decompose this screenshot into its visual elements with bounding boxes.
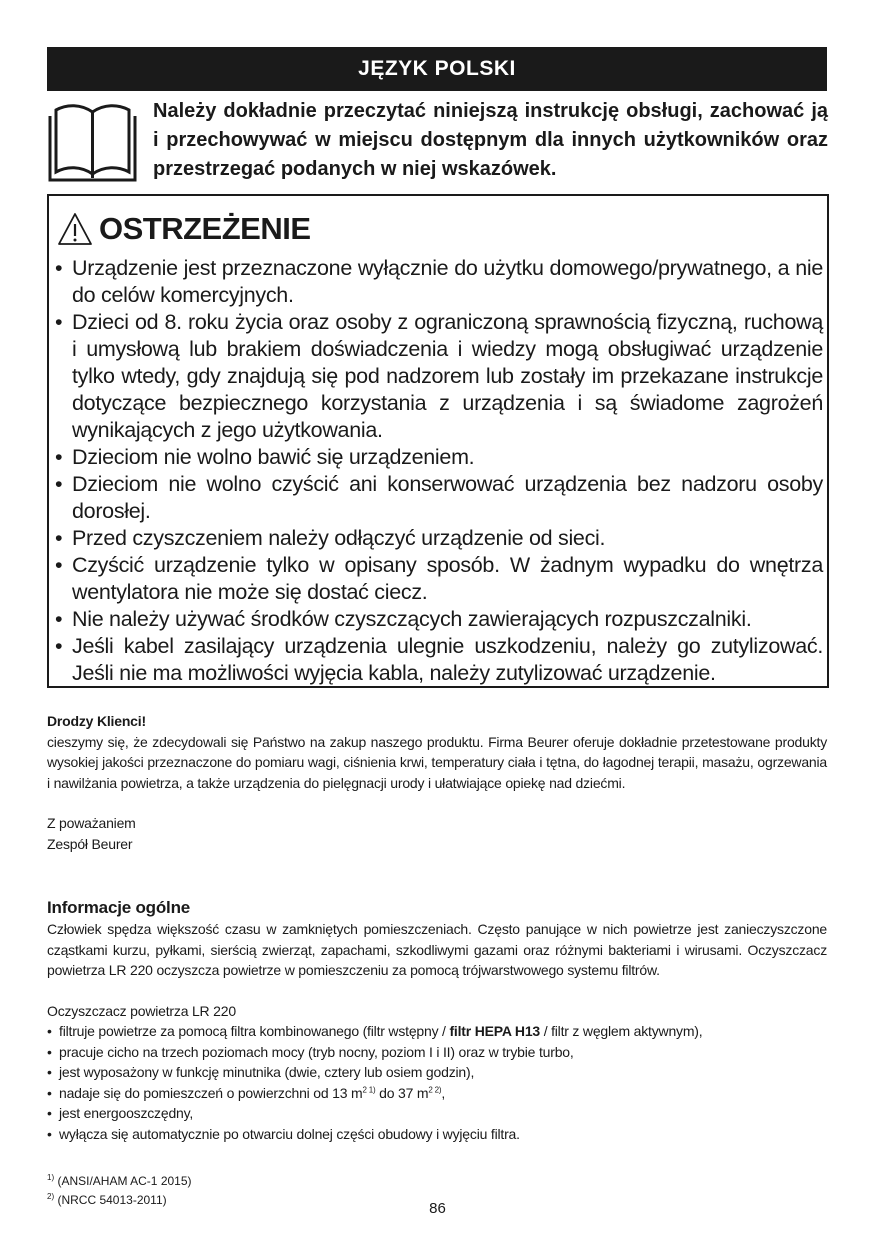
section-header (47, 47, 827, 91)
greeting-section (47, 711, 827, 854)
open-book-icon (47, 100, 138, 184)
footnote-ref: 2 1) (362, 1084, 376, 1094)
intro-text: Należy dokładnie przeczytać niniejszą instrukcję obsługi, zachować ją i przechowywać w miejscu dostępnym dla innych użytkowników oraz przestrzegać podanych w niej wskazówek. (153, 100, 828, 180)
feature-item: • jest energooszczędny, (47, 1103, 827, 1124)
warning-title (57, 206, 311, 252)
hepa-filter-label: filtr HEPA H13 (449, 1023, 541, 1039)
warning-item: • Urządzenie jest przeznaczone wyłącznie do użytku domowego/prywatnego, a nie do celów komercyjnych. (55, 255, 823, 309)
section-header-title: JĘZYK POLSKI (358, 57, 516, 80)
general-list-intro: Oczyszczacz powietrza LR 220 (47, 1002, 236, 1019)
feature-item: • wyłącza się automatycznie po otwarciu dolnej części obudowy i wyjęciu filtra. (47, 1124, 827, 1145)
general-section (47, 897, 827, 1144)
feature-list (47, 1021, 827, 1144)
warning-item: • Dzieciom nie wolno bawić się urządzeniem. (55, 444, 823, 471)
footnote: $^{1)}$ (ANSI/AHAM AC-1 2015) (47, 1173, 192, 1188)
general-title: Informacje ogólne (47, 898, 191, 917)
footnote: $^{2)}$ (NRCC 54013-2011) (47, 1192, 167, 1207)
warning-list (55, 255, 823, 687)
warning-triangle-icon (57, 211, 93, 247)
greeting-heading: Drodzy Klienci! (47, 713, 146, 729)
greeting-signature: Zespół Beurer (47, 835, 133, 852)
page-number: 86 (429, 1200, 446, 1217)
intro-block (47, 97, 827, 187)
greeting-text: cieszymy się, że zdecydowali się Państwo na zakup naszego produktu. Firma Beurer oferuje dokładnie przetestowane produkty wysokiej jakości przeznaczone do pomiaru wagi, ciśnienia krwi, temperatury ciała i tętna, do łagodnej terapii, masażu, ogrzewania i nawilżania powietrza, a także urządzenia do pielęgnacji urody i ułatwiające opiekę nad dziećmi. (47, 733, 827, 791)
warning-item: • Jeśli kabel zasilający urządzenia ulegnie uszkodzeniu, należy go zutylizować. Jeśli nie ma możliwości wyjęcia kabla, należy zutylizować urządzenie. (55, 633, 823, 687)
feature-item: • filtruje powietrze za pomocą filtra kombinowanego (filtr wstępny / filtr HEPA H13 / filtr z węglem aktywnym), (47, 1021, 827, 1042)
warning-item: • Przed czyszczeniem należy odłączyć urządzenie od sieci. (55, 525, 823, 552)
feature-item: • pracuje cicho na trzech poziomach mocy (tryb nocny, poziom I i II) oraz w trybie turbo, (47, 1042, 827, 1063)
warning-title-text: OSTRZEŻENIE (99, 211, 311, 246)
warning-item: • Dzieciom nie wolno czyścić ani konserwować urządzenia bez nadzoru osoby dorosłej. (55, 471, 823, 525)
feature-item: • nadaje się do pomieszczeń o powierzchni od 13 $m^{2 1)}$ do 37 $m^{2 2)}$, (47, 1083, 827, 1104)
warning-item: • Dzieci od 8. roku życia oraz osoby z ograniczoną sprawnością fizyczną, ruchową i umysłową lub brakiem doświadczenia i wiedzy mogą obsługiwać urządzenie tylko wtedy, gdy znajdują się pod nadzorem lub zostały im przekazane instrukcje dotyczące bezpiecznego korzystania z urządzenia i są świadome zagrożeń wynikających z jego użytkowania. (55, 309, 823, 444)
greeting-closing: Z poważaniem (47, 815, 136, 831)
feature-item: • jest wyposażony w funkcję minutnika (dwie, cztery lub osiem godzin), (47, 1062, 827, 1083)
warning-box (47, 194, 829, 688)
warning-item: • Czyścić urządzenie tylko w opisany sposób. W żadnym wypadku do wnętrza wentylatora nie może się dostać ciecz. (55, 552, 823, 606)
warning-item: • Nie należy używać środków czyszczących zawierających rozpuszczalniki. (55, 606, 823, 633)
general-text: Człowiek spędza większość czasu w zamkniętych pomieszczeniach. Często panujące w nich powietrze jest zanieczyszczone cząstkami kurzu, pyłkami, sierścią zwierząt, zapachami, szkodliwymi gazami oraz różnymi bakteriami i wirusami. Oczyszczacz powietrza LR 220 oczyszcza powietrze w pomieszczeniu za pomocą trójwarstwowego systemu filtrów. (47, 921, 827, 978)
footnote-ref: 2 2) (428, 1084, 442, 1094)
